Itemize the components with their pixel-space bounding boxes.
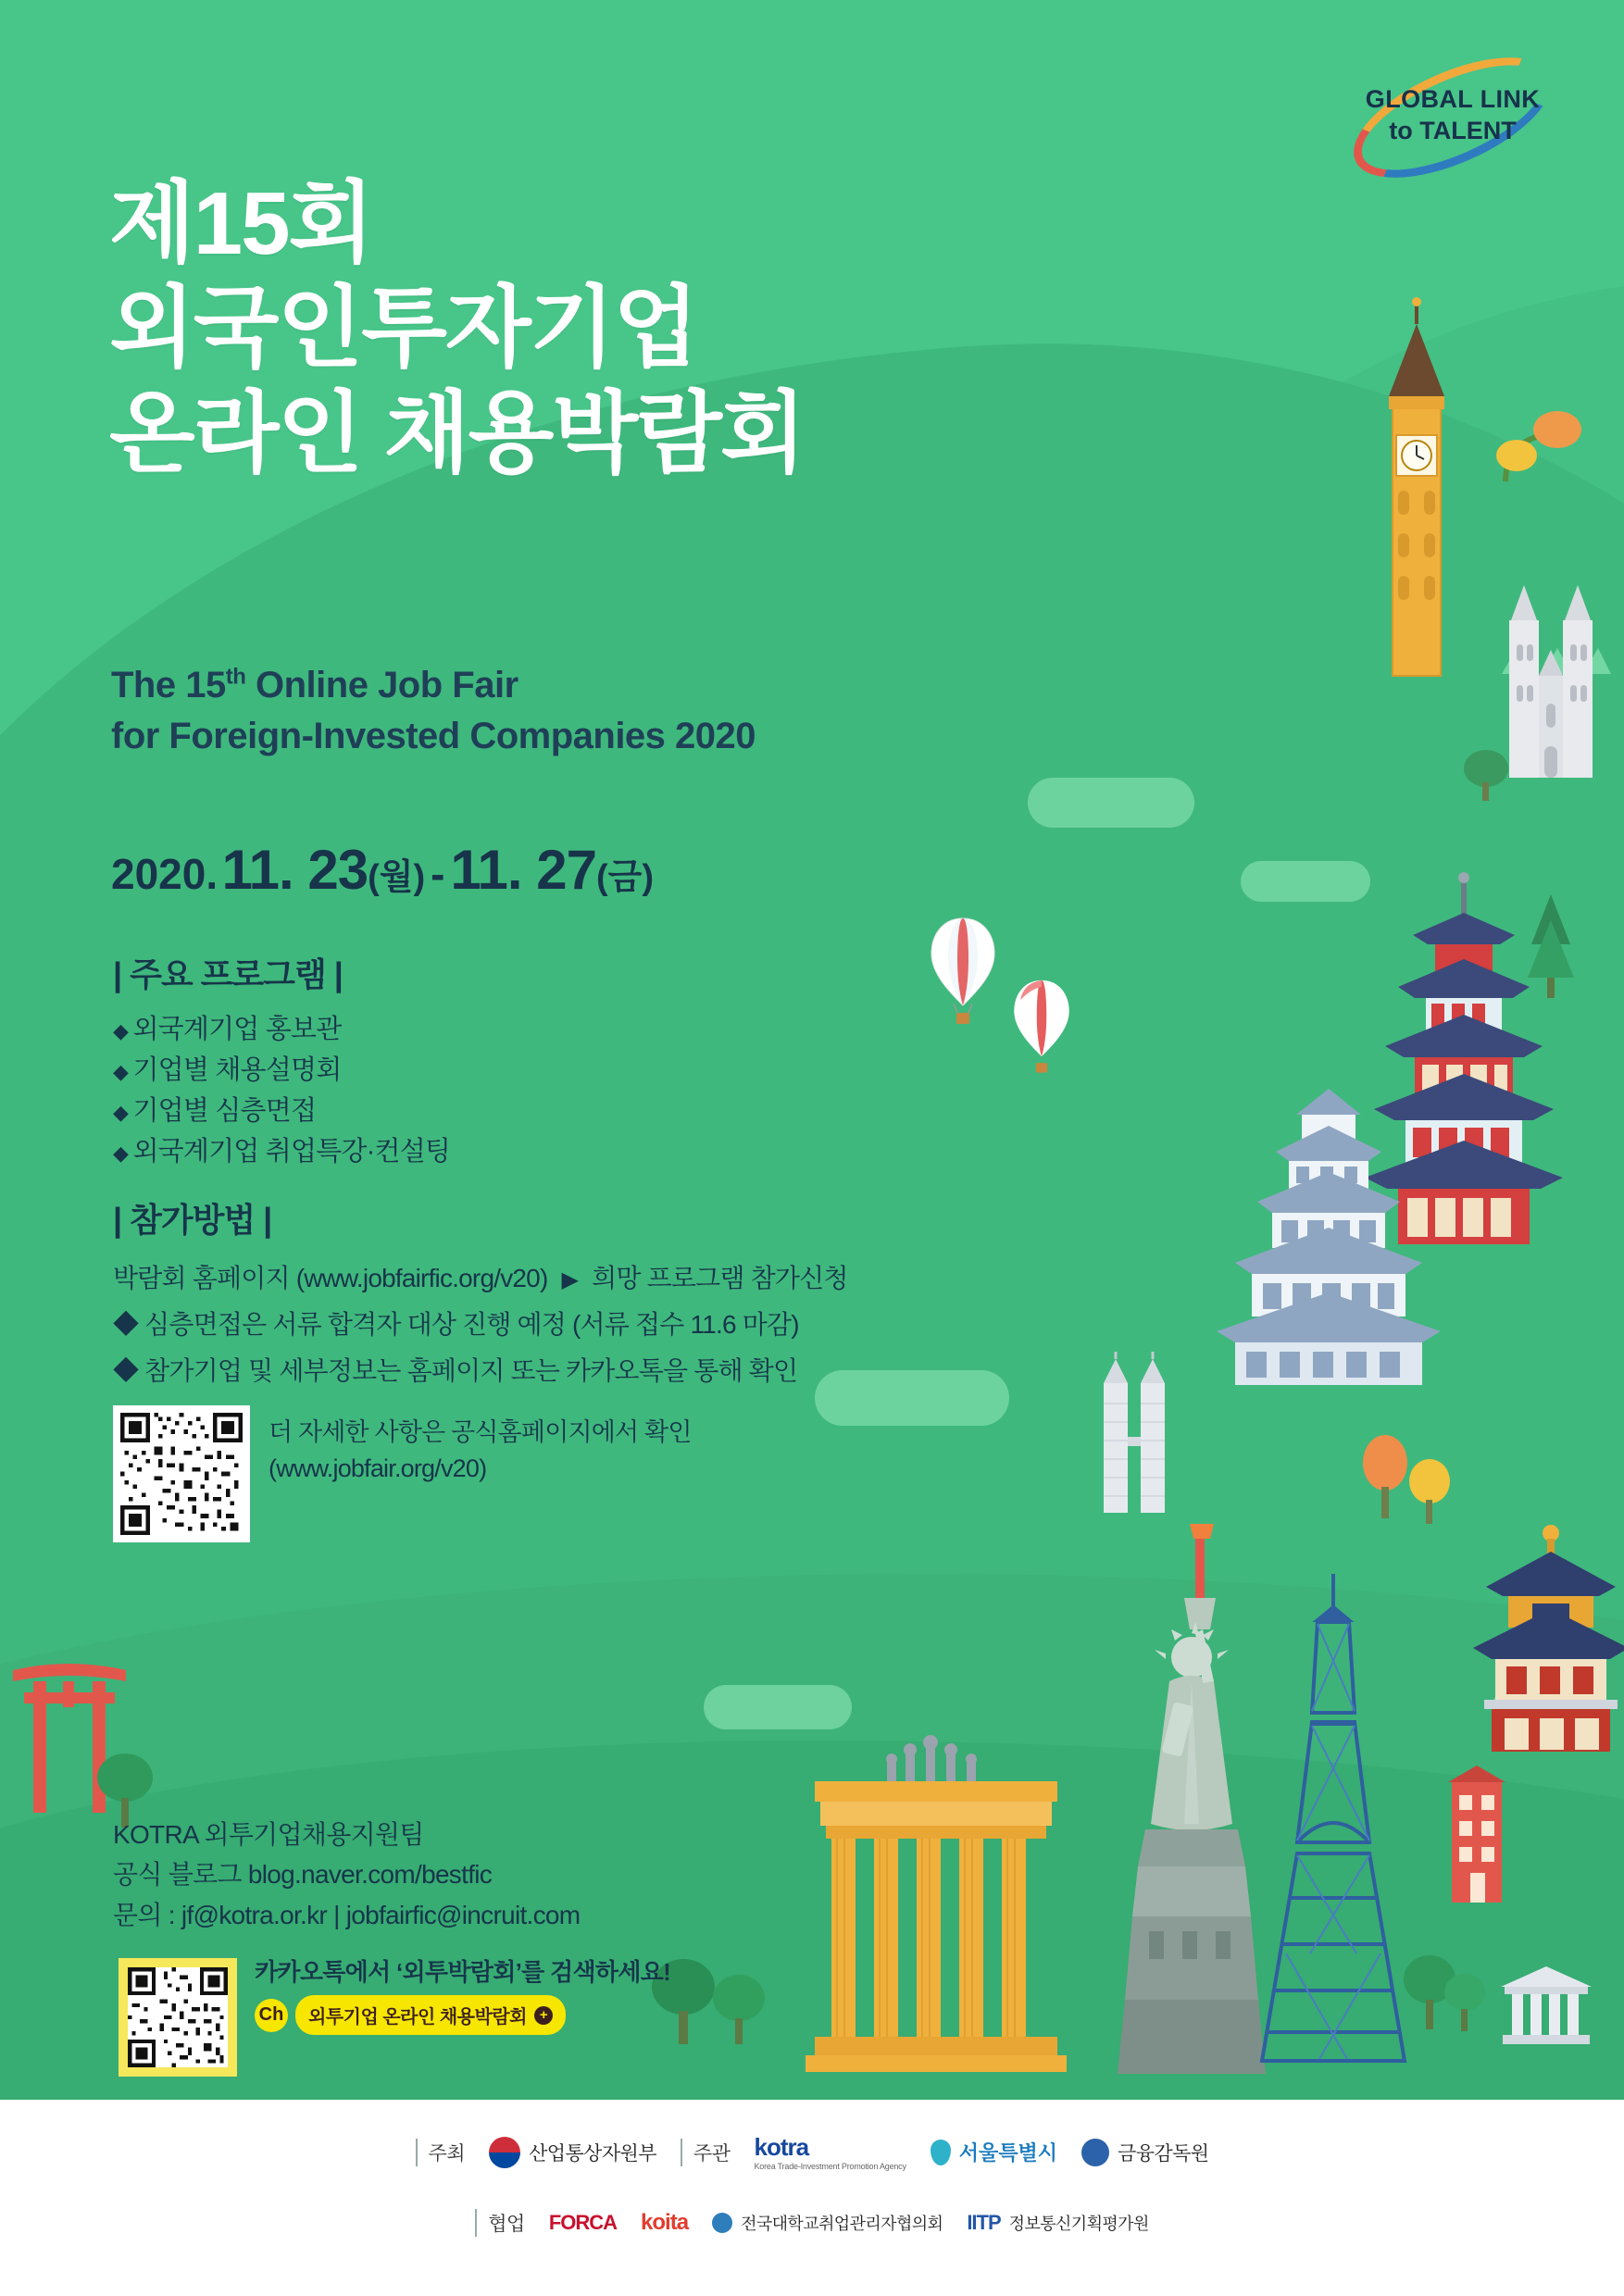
arrow-right-icon: ▶ xyxy=(561,1267,579,1292)
footer-row-host xyxy=(0,2133,1624,2171)
join-line-3: ◆ 참가기업 및 세부정보는 홈페이지 또는 카카오톡을 통해 확인 xyxy=(113,1356,798,1385)
apartment-building-icon xyxy=(1444,1764,1509,1903)
contact-blog: 공식 블로그 blog.naver.com/bestfic xyxy=(113,1860,493,1890)
date-year: 2020. xyxy=(111,850,219,898)
footer-org-name: 산업통상자원부 xyxy=(529,2142,656,2165)
qr-note-homepage xyxy=(269,1415,692,1487)
footer-label-host: 주최 xyxy=(416,2139,466,2166)
footer xyxy=(0,2100,1624,2296)
qr-code-image xyxy=(120,1413,243,1535)
title-en-pre: The 15 xyxy=(111,665,226,705)
museum-icon xyxy=(1495,1963,1597,2046)
footer-item-fss xyxy=(1081,2139,1208,2166)
contact-email: 문의 : jf@kotra.or.kr | jobfairfic@incruit.com xyxy=(113,1900,581,1929)
join-heading: | 참가방법 | xyxy=(113,1201,272,1239)
big-ben-icon xyxy=(1361,296,1472,685)
date-end: 11. 27 xyxy=(450,839,596,901)
chinese-temple-icon xyxy=(1468,1518,1624,1759)
footer-label-organizer: 주관 xyxy=(681,2139,731,2166)
fss-logo-icon xyxy=(1081,2139,1109,2166)
footer-org-name: 서울특별시 xyxy=(958,2141,1058,2165)
korea-flag-emblem-icon xyxy=(489,2137,520,2168)
title-en-line-1 xyxy=(111,660,756,711)
date-end-day: (금) xyxy=(595,858,654,897)
footer-label-partners: 협업 xyxy=(475,2209,525,2237)
footer-org-sub: Korea Trade-Investment Promotion Agency xyxy=(754,2162,906,2171)
list-item: ◆ 기업별 심층면접 xyxy=(113,1091,450,1131)
footer-item-iitp xyxy=(967,2211,1148,2235)
title-ko-line-3: 온라인 채용박람회 xyxy=(109,383,805,483)
qr-note-line-2: (www.jobfair.org/v20) xyxy=(269,1454,487,1483)
forca-logo-icon: FORCA xyxy=(548,2211,618,2234)
footer-item-kotra xyxy=(754,2133,906,2171)
footer-item-koita xyxy=(641,2210,688,2236)
hot-air-balloon-icon xyxy=(1009,977,1074,1086)
date-start-day: (월) xyxy=(368,858,426,897)
title-en-post: Online Job Fair xyxy=(245,665,518,705)
himeji-castle-icon xyxy=(1204,1074,1454,1389)
tree-icon xyxy=(1518,889,1583,1000)
join-apply-text: 희망 프로그램 참가신청 xyxy=(592,1264,848,1292)
date-dash: - xyxy=(431,850,445,898)
petronas-towers-icon xyxy=(1093,1352,1176,1518)
footer-item-kcca xyxy=(712,2211,943,2235)
kakao-ch-icon: Ch xyxy=(255,1999,288,2032)
koita-logo-icon: koita xyxy=(641,2210,689,2235)
programs-heading: | 주요 프로그램 | xyxy=(113,955,343,993)
title-ko-line-2: 외국인투자기업 xyxy=(109,279,698,379)
seoul-logo-icon xyxy=(931,2140,951,2165)
list-item: ◆ 외국계기업 취업특강·컨설팅 xyxy=(113,1131,450,1172)
title-en-line-2: for Foreign-Invested Companies 2020 xyxy=(111,716,756,757)
tree-icon xyxy=(1454,741,1518,805)
title-en-sup: th xyxy=(225,664,246,690)
cloud-icon xyxy=(815,1370,1009,1426)
page-title-english xyxy=(111,660,756,762)
kcca-logo-icon xyxy=(712,2213,732,2233)
logo-line-1: GLOBAL LINK xyxy=(1365,85,1541,113)
qr-code-image xyxy=(128,1967,228,2067)
list-item: ◆ 기업별 채용설명회 xyxy=(113,1050,450,1091)
tree-icon xyxy=(1478,398,1589,509)
kakao-search-note: 카카오톡에서 ‘외투박람회’를 검색하세요! xyxy=(255,1958,671,1986)
qr-code-homepage[interactable] xyxy=(113,1405,250,1542)
global-link-to-talent-logo xyxy=(1337,67,1568,168)
contact-block xyxy=(113,1815,580,1935)
footer-item-seoul xyxy=(931,2138,1057,2166)
title-ko-line-1: 제15회 xyxy=(109,174,373,273)
kotra-logo-icon xyxy=(754,2133,906,2171)
qr-note-line-1: 더 자세한 사항은 공식홈페이지에서 확인 xyxy=(269,1418,692,1446)
footer-org-name: 전국대학교취업관리자협의회 xyxy=(741,2215,943,2233)
kakao-channel-name xyxy=(295,1995,566,2035)
cloud-icon xyxy=(704,1685,852,1729)
contact-team: KOTRA 외투기업채용지원팀 xyxy=(113,1820,424,1849)
event-dates xyxy=(111,838,654,902)
logo-line-2: to TALENT xyxy=(1389,117,1517,144)
footer-org-name: 금융감독원 xyxy=(1118,2142,1209,2165)
join-line-2: ◆ 심층면접은 서류 합격자 대상 진행 예정 (서류 접수 11.6 마감) xyxy=(113,1310,799,1339)
hot-air-balloon-icon xyxy=(926,917,1000,1037)
kakao-channel-label: 외투기업 온라인 채용박람회 xyxy=(308,2007,527,2028)
join-homepage-text: 박람회 홈페이지 (www.jobfairfic.org/v20) xyxy=(113,1264,548,1292)
brandenburg-gate-icon xyxy=(778,1731,1093,2083)
kakao-channel-chip[interactable] xyxy=(255,1995,566,2035)
date-start: 11. 23 xyxy=(221,839,369,901)
footer-org-name: kotra xyxy=(754,2133,809,2161)
list-item: ◆ 외국계기업 홍보관 xyxy=(113,1009,450,1050)
footer-row-partners xyxy=(0,2209,1624,2237)
qr-code-kakao[interactable] xyxy=(119,1958,237,2077)
programs-list xyxy=(113,1009,450,1172)
footer-item-motie xyxy=(489,2137,656,2168)
cloud-icon xyxy=(1028,778,1194,828)
footer-org-sub: 정보통신기획평가원 xyxy=(1008,2215,1149,2233)
iitp-logo-icon: IITP xyxy=(967,2211,1001,2234)
tree-icon xyxy=(1352,1407,1463,1528)
eiffel-tower-icon xyxy=(1245,1565,1421,2083)
footer-item-forca xyxy=(549,2211,617,2235)
plus-icon: + xyxy=(534,2006,553,2025)
join-line-1 xyxy=(113,1259,848,1298)
cloud-icon xyxy=(1241,861,1370,902)
page-title-korean xyxy=(109,171,805,486)
